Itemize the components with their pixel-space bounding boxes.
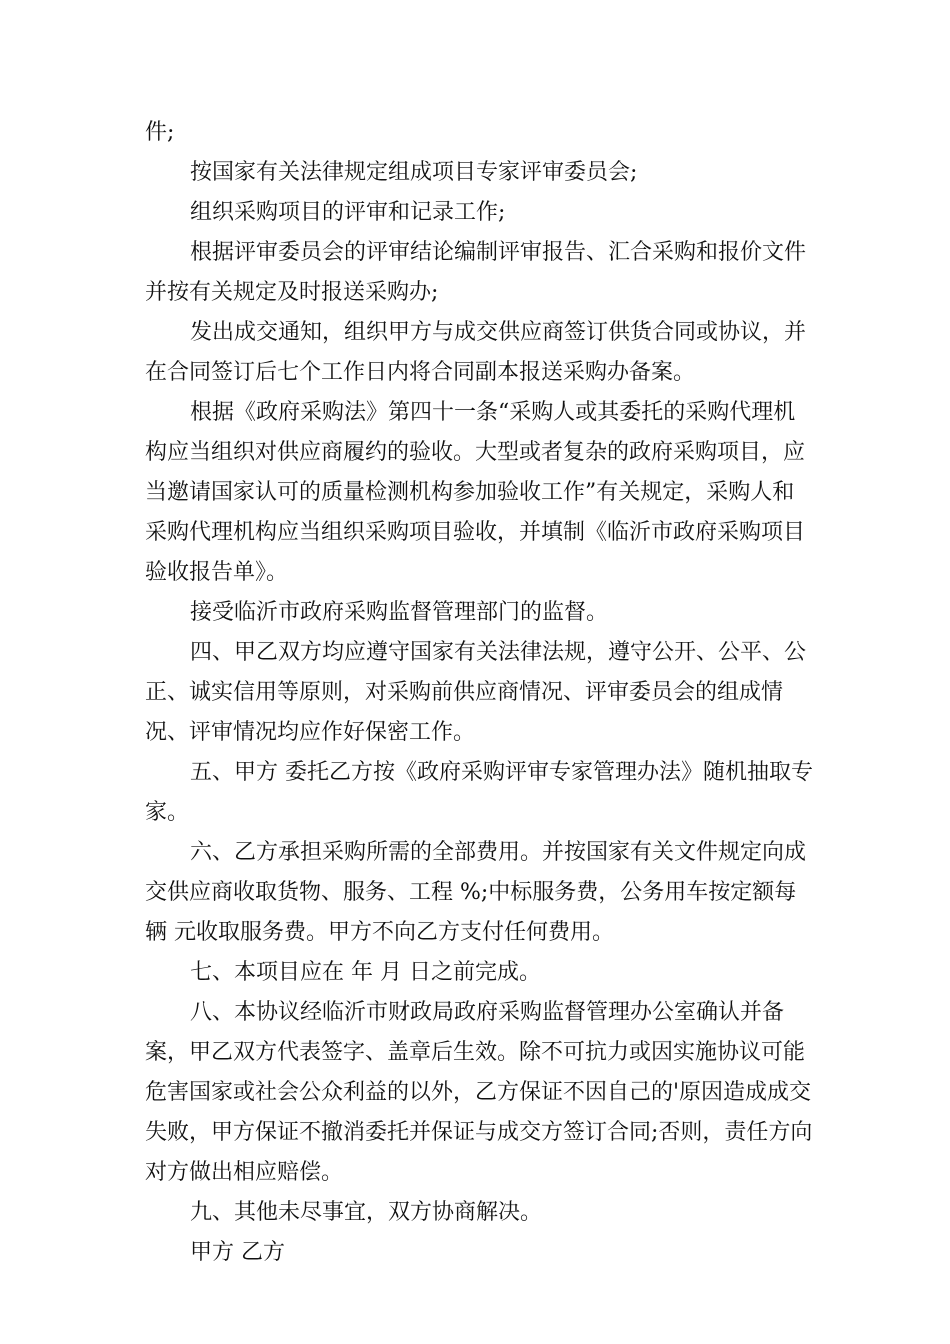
paragraph-clause-nine: 九、其他未尽事宜，双方协商解决。 (190, 1200, 543, 1225)
paragraph-clause-four: 四、甲乙双方均应遵守国家有关法律法规，遵守公开、公平、公正、诚实信用等原则，对采购前供应商情况、评审委员会的组成情况、评审情况均应作好保密工作。 (145, 640, 807, 745)
paragraph-clause-five: 五、甲方 委托乙方按《政府采购评审专家管理办法》随机抽取专家。 (145, 760, 813, 825)
paragraph-acceptance-inspection: 根据《政府采购法》第四十一条“采购人或其委托的采购代理机构应当组织对供应商履约的验收。大型或者复杂的政府采购项目，应当邀请国家认可的质量检测机构参加验收工作”有关规定，采购人和采购代理机构应当组织采购项目验收，并填制《临沂市政府采购项目验收报告单》。 (145, 400, 806, 585)
paragraph-continuation: 件; (145, 120, 175, 145)
document-body (145, 113, 815, 1273)
paragraph-transaction-notice: 发出成交通知，组织甲方与成交供应商签订供货合同或协议，并在合同签订后七个工作日内将合同副本报送采购办备案。 (145, 320, 807, 385)
paragraph-clause-eight: 八、本协议经临沂市财政局政府采购监督管理办公室确认并备案，甲乙双方代表签字、盖章后生效。除不可抗力或因实施协议可能危害国家或社会公众利益的以外，乙方保证不因自己的'原因造成成交失败，甲方保证不撤消委托并保证与成交方签订合同;否则，责任方向对方做出相应赔偿。 (145, 1000, 813, 1185)
paragraph-expert-committee: 按国家有关法律规定组成项目专家评审委员会; (190, 160, 638, 185)
paragraph-signature-parties: 甲方 乙方 (190, 1240, 285, 1265)
paragraph-clause-six: 六、乙方承担采购所需的全部费用。并按国家有关文件规定向成交供应商收取货物、服务、工程 %;中标服务费，公务用车按定额每辆 元收取服务费。甲方不向乙方支付任何费用。 (145, 840, 807, 945)
paragraph-review-report: 根据评审委员会的评审结论编制评审报告、汇合采购和报价文件并按有关规定及时报送采购办; (145, 240, 807, 305)
paragraph-clause-seven: 七、本项目应在 年 月 日之前完成。 (190, 960, 541, 985)
paragraph-supervision: 接受临沂市政府采购监督管理部门的监督。 (190, 600, 609, 625)
paragraph-review-records: 组织采购项目的评审和记录工作; (190, 200, 506, 225)
